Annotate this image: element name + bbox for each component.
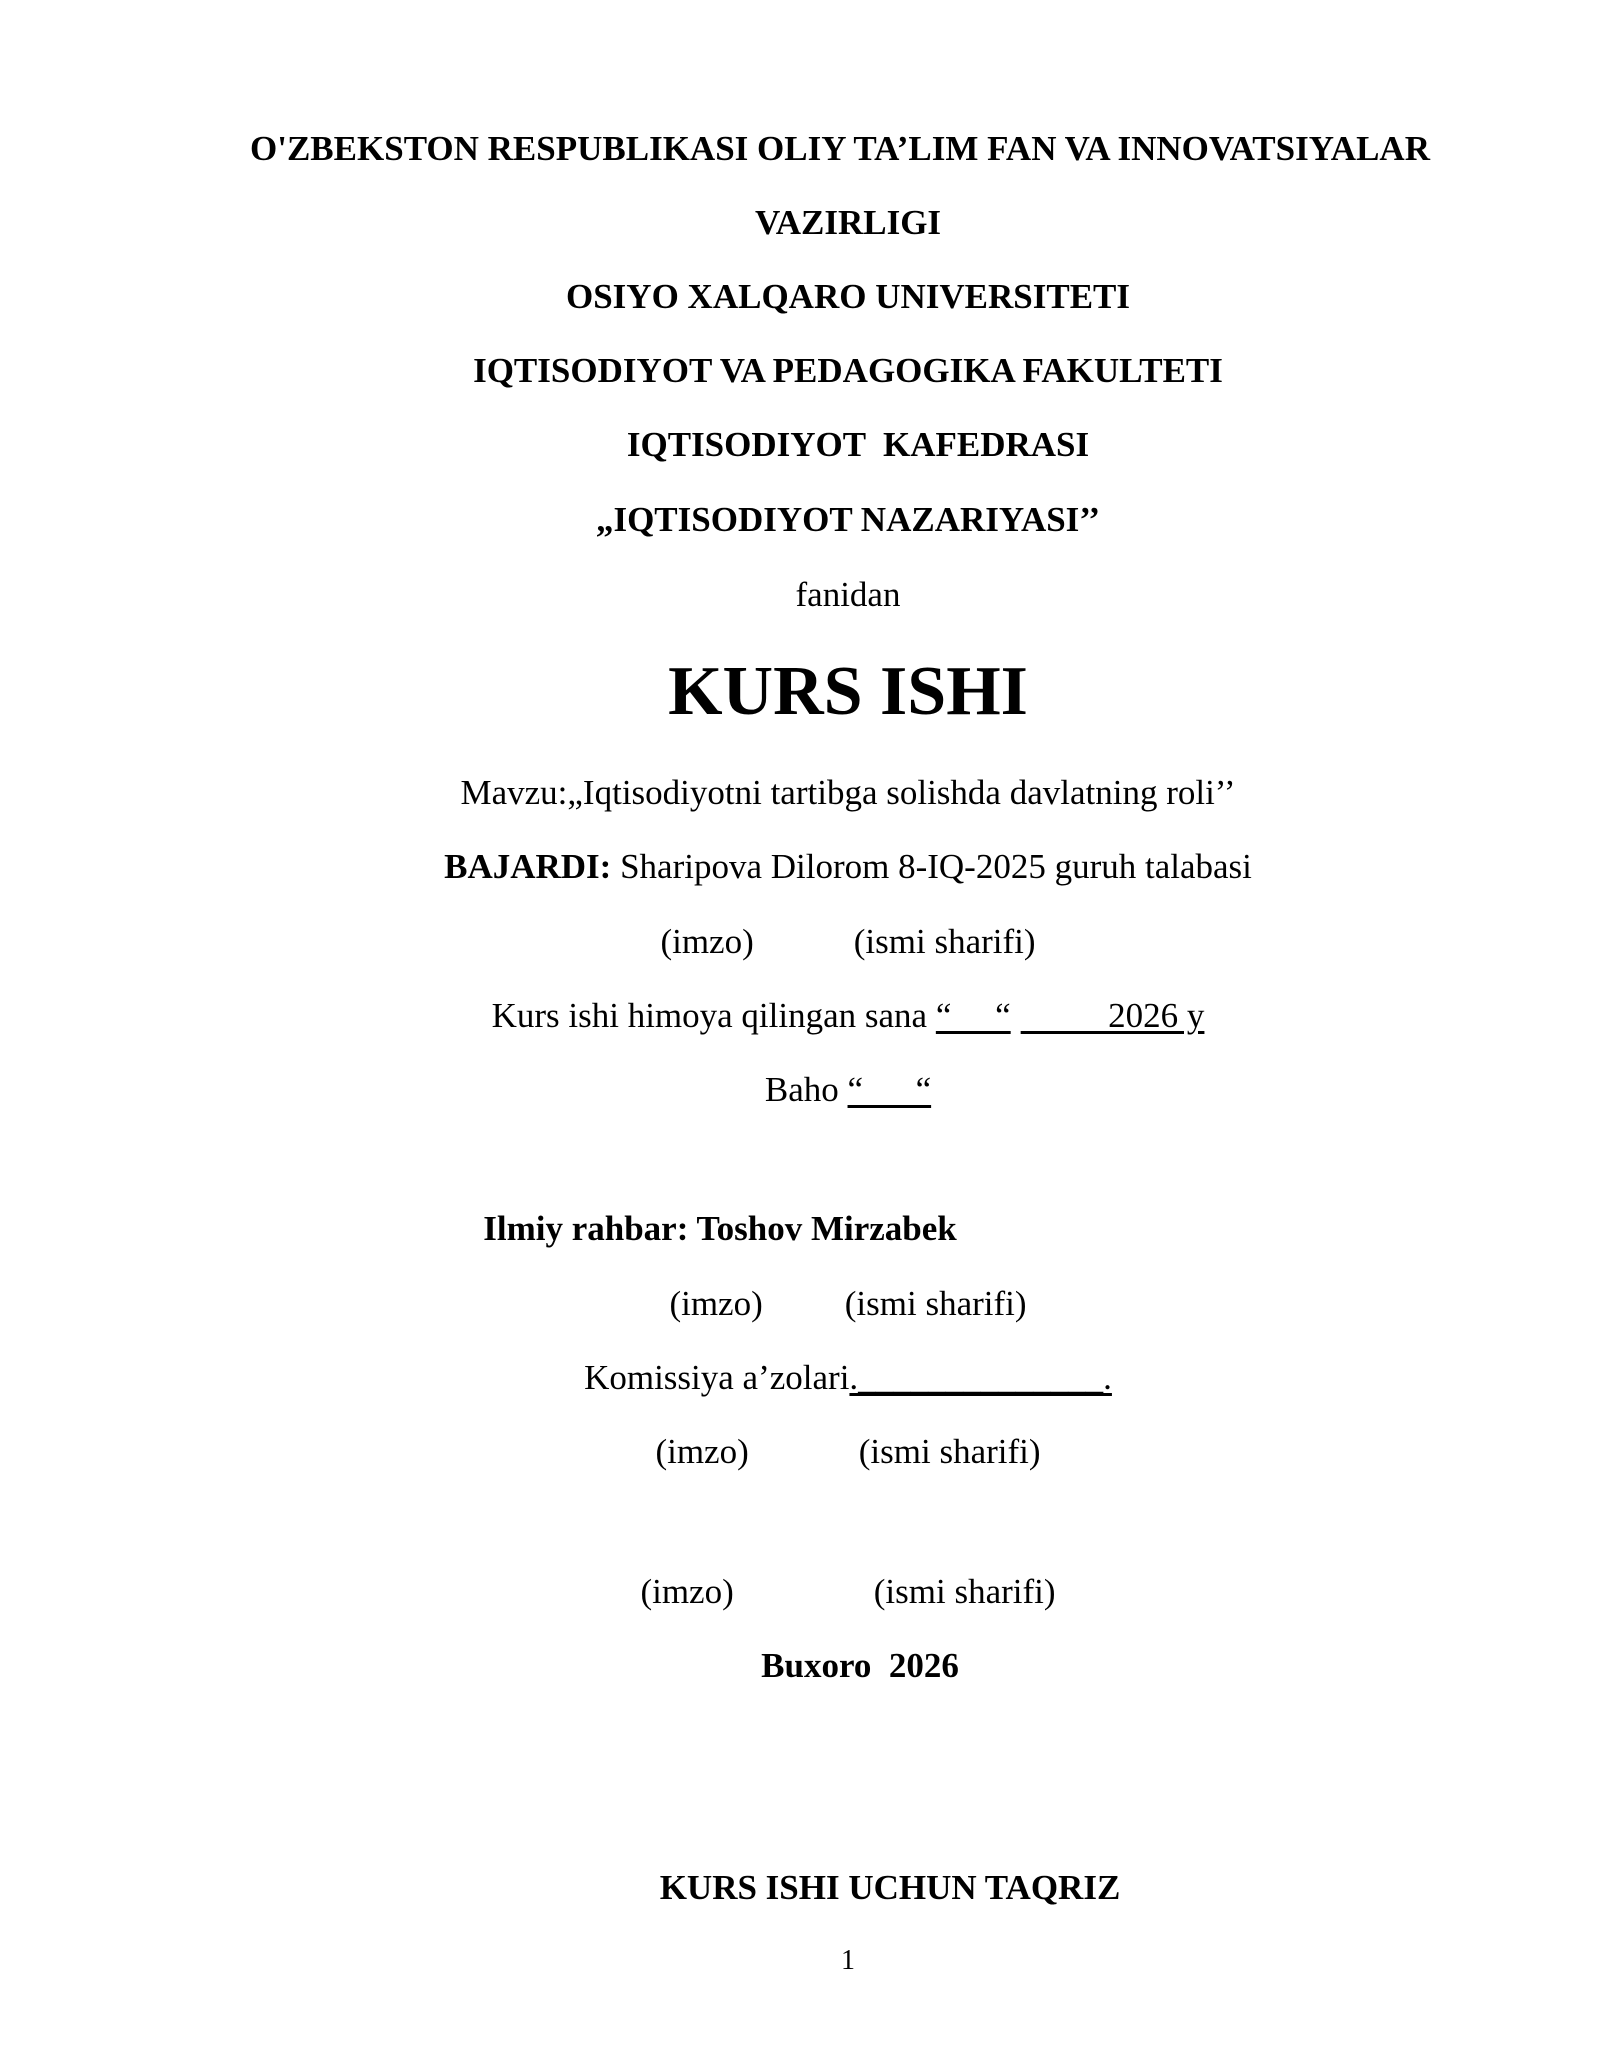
department-name: IQTISODIYOT KAFEDRASI <box>626 425 1090 464</box>
performer-sign-caption: (imzo) <box>660 922 754 961</box>
document-title: KURS ISHI <box>668 653 1028 730</box>
grade-label: Baho <box>764 1070 848 1109</box>
ministry-line-1: O'ZBEKSTON RESPUBLIKASI OLIY TA’LIM FAN VA INNOVATSIYALAR <box>250 129 1430 168</box>
review-heading: KURS ISHI UCHUN TAQRIZ <box>659 1868 1121 1907</box>
defense-label: Kurs ishi himoya qilingan sana <box>491 996 936 1035</box>
performer-line <box>48 845 1600 889</box>
commission-signature-line-1 <box>48 1430 1600 1474</box>
university-name: OSIYO XALQARO UNIVERSITETI <box>565 277 1131 316</box>
commission-line <box>48 1356 1600 1400</box>
commission-label: Komissiya a’zolari <box>584 1358 850 1397</box>
place-year: Buxoro 2026 <box>761 1646 959 1685</box>
commission-name-caption-1: (ismi sharifi) <box>858 1432 1041 1471</box>
grade-line <box>48 1068 1600 1112</box>
topic-line: Mavzu:„Iqtisodiyotni tartibga solishda davlatning roli’’ <box>460 773 1236 812</box>
subject-suffix: fanidan <box>795 575 901 614</box>
performer-name-caption: (ismi sharifi) <box>853 922 1036 961</box>
subject-name: „IQTISODIYOT NAZARIYASI’’ <box>595 500 1101 539</box>
performer-label: BAJARDI: <box>444 847 612 886</box>
commission-blank: .______________. <box>849 1358 1112 1397</box>
supervisor-signature-line <box>48 1282 1600 1326</box>
defense-date-line <box>48 994 1600 1038</box>
commission-sign-caption-2: (imzo) <box>640 1572 734 1611</box>
performer-signature-line <box>48 920 1600 964</box>
performer-value: Sharipova Dilorom 8-IQ-2025 guruh talabasi <box>611 847 1252 886</box>
ministry-line-2: VAZIRLIGI <box>754 203 942 242</box>
supervisor-name-caption: (ismi sharifi) <box>844 1284 1027 1323</box>
supervisor-line: Ilmiy rahbar: Toshov Mirzabek <box>483 1209 957 1248</box>
faculty-name: IQTISODIYOT VA PEDAGOGIKA FAKULTETI <box>473 351 1223 390</box>
commission-sign-caption-1: (imzo) <box>655 1432 749 1471</box>
defense-year-blank: 2026 y <box>1020 996 1205 1035</box>
grade-blank: “ “ <box>847 1070 932 1109</box>
defense-day-blank: “ “ <box>935 996 1011 1035</box>
commission-signature-line-2 <box>48 1570 1600 1614</box>
commission-name-caption-2: (ismi sharifi) <box>873 1572 1056 1611</box>
page-number: 1 <box>841 1945 855 1976</box>
supervisor-sign-caption: (imzo) <box>669 1284 763 1323</box>
